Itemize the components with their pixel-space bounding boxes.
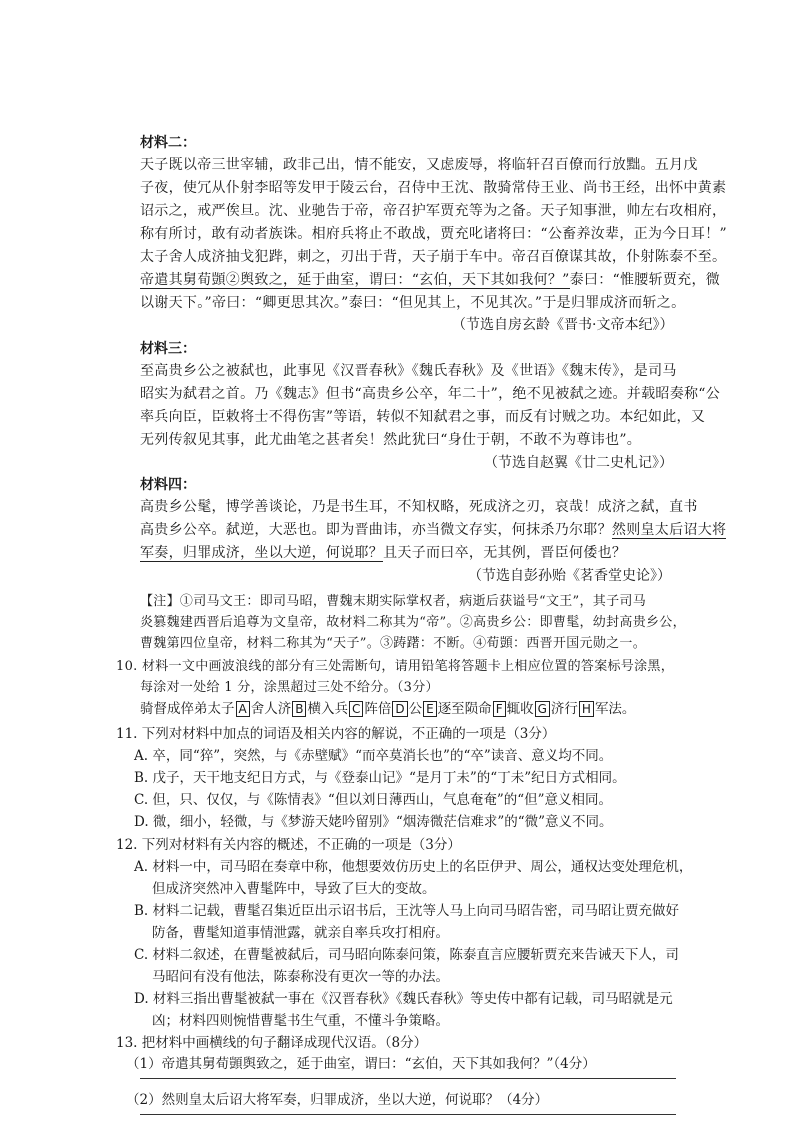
text-line (140, 269, 720, 289)
note-line: 曹魏第四位皇帝，材料二称其为“天子”。③踌躇：不断。④荀顗：西晋开国元勋之一。 (140, 636, 646, 651)
question-11-stem: 11. 下列对材料中加点的词语及相关内容的解说，不正确的一项是（3分） (116, 726, 556, 742)
sentence-break-options (140, 697, 635, 717)
text-line: 子夜，使冗从仆射李昭等发甲于陵云台，召侍中王沈、散骑常侍王业、尚书王经，出怀中黄素 (140, 180, 727, 196)
text-segment: 泰曰：“惟腰斩贾充，微 (569, 272, 721, 288)
text-line: 太子舍人成济抽戈犯跸，刺之，刃出于背，天子崩于车中。帝召百僚谋其故，仆射陈泰不至。 (140, 249, 727, 265)
question-10-stem: 10. 材料一文中画波浪线的部分有三处需断句，请用铅笔将答题卡上相应位置的答案标号涂黑， (116, 659, 675, 674)
text-line: 率兵向臣，臣敕将士不得伤害”等语，转似不知弑君之事，而反有讨贼之功。本纪如此，又 (140, 409, 706, 425)
text-segment: 济行 (550, 701, 578, 717)
option-d[interactable]: D. 材料三指出曹髦被弑一事在《汉晋春秋》《魏氏春秋》等史传中都有记载，司马昭就是元 (134, 991, 673, 1007)
translation-item-1: （1）帝遣其舅荀顗舆致之，延于曲室，谓曰：“玄伯，天下其如我何？”（4分） (126, 1056, 596, 1072)
text-line: 高贵乡公髦，博学善谈论，乃是书生耳，不知权略，死成济之刃，哀哉！成济之弑，直书 (140, 499, 698, 515)
source-citation: （节选自彭孙贻《茗香堂史论》） (468, 568, 671, 584)
option-a[interactable]: A. 卒，同“猝”，突然，与《赤壁赋》“而卒莫消长也”的“卒”读音、意义均不同。 (134, 748, 613, 764)
text-segment: 骑督成倅弟太子 (140, 701, 235, 717)
question-12-stem: 12. 下列对材料有关内容的概述，不正确的一项是（3分） (116, 837, 461, 853)
translation-item-2: （2）然则皇太后诏大将军奏，归罪成济，坐以大逆，何说耶？（4分） (126, 1092, 549, 1108)
text-segment: 阵倍 (364, 701, 392, 717)
note-line: 【注】①司马文王：即司马昭，曹魏末期实际掌权者，病逝后获谥号“文王”，其子司马 (140, 594, 646, 609)
underlined-sentence-2-part1: 然则皇太后诏大将 (611, 522, 727, 538)
question-10-stem: 每涂对一处给 1 分，涂黑超过三处不给分。（3分） (140, 680, 439, 695)
text-line: 昭实为弑君之首。乃《魏志》但书“高贵乡公卒，年二十”，绝不见被弑之迹。并载昭奏称“公 (140, 386, 721, 402)
break-box-a[interactable]: A (236, 701, 250, 717)
option-b[interactable]: B. 材料二记载，曹髦召集近臣出示诏书后，王沈等人马上向司马昭告密，司马昭让贾充做好 (134, 903, 680, 919)
underlined-sentence-2-part2: 军奏，归罪成济，坐以大逆，何说耶？ (140, 545, 384, 561)
text-segment: 且天子而曰卒，无其例，晋臣何倭也？ (383, 545, 627, 561)
source-citation: （节选自赵翼《廿二史札记》） (484, 455, 673, 471)
option-b-cont: 防备，曹髦知道事情泄露，就亲自率兵攻打相府。 (152, 925, 449, 941)
break-box-f[interactable]: F (493, 701, 506, 717)
text-line (140, 519, 726, 539)
note-line: 炎篡魏建西晋后追尊为文皇帝，故材料二称其为“帝”。②高贵乡公：即曹髦，幼封高贵乡公， (140, 615, 686, 630)
break-box-d[interactable]: D (392, 701, 407, 717)
text-segment: 辄收 (506, 701, 534, 717)
text-line: 无列传叙见其事，此尤曲笔之甚者矣！然此犹曰“身仕于朝，不敢不为尊讳也”。 (140, 432, 642, 448)
option-a[interactable]: A. 材料一中，司马昭在奏章中称，他想要效仿历史上的名臣伊尹、周公，通权达变处理危机， (134, 859, 693, 875)
text-line: 天子既以帝三世宰辅，政非己出，情不能安，又虑废辱，将临轩召百僚而行放黜。五月戊 (140, 157, 698, 173)
break-box-c[interactable]: C (349, 701, 363, 717)
text-line: 至高贵乡公之被弑也，此事见《汉晋春秋》《魏氏春秋》及《世语》《魏末传》，是司马 (140, 363, 677, 379)
option-d[interactable]: D. 微，细小，轻微，与《梦游天姥吟留别》“烟涛微茫信难求”的“微”意义不同。 (134, 814, 613, 830)
option-c[interactable]: C. 材料二叙述，在曹髦被弑后，司马昭向陈泰问策，陈泰直言应腰斩贾充来告诫天下人，司 (134, 947, 679, 963)
material-3-heading: 材料三： (140, 341, 196, 357)
material-2-heading: 材料二： (140, 135, 196, 151)
text-line (140, 542, 626, 562)
text-segment: 逐至陨命 (437, 701, 492, 717)
option-c-cont: 马昭问有没有他法，陈泰称没有更次一等的办法。 (152, 969, 449, 985)
text-segment: 高贵乡公卒。弑逆，大恶也。即为晋曲讳，亦当微文存实，何抹杀乃尔耶？ (140, 522, 612, 538)
text-segment: 军法。 (594, 701, 636, 717)
break-box-g[interactable]: G (535, 701, 550, 717)
text-segment: 公 (408, 701, 423, 717)
answer-line[interactable] (140, 1078, 676, 1079)
text-segment: 舍人济 (250, 701, 292, 717)
option-d-cont: 凶；材料四则惋惜曹髦书生气重，不懂斗争策略。 (152, 1013, 449, 1029)
text-line: 诏示之，戒严俟旦。沈、业驰告于帝，帝召护军贾充等为之备。天子知事泄，帅左右攻相府， (140, 203, 727, 219)
option-b[interactable]: B. 戊子，天干地支纪日方式，与《登泰山记》“是月丁未”的“丁未”纪日方式相同。 (134, 770, 626, 786)
break-box-h[interactable]: H (579, 701, 594, 717)
option-a-cont: 但成济突然冲入曹髦阵中，导致了巨大的变故。 (152, 881, 436, 897)
underlined-sentence-1: 帝遣其舅荀顗②舆致之，延于曲室，谓曰：“玄伯，天下其如我何？” (140, 272, 570, 288)
text-line: 称有所讨，敢有动者族诛。相府兵将止不敢战，贾充叱诸将曰：“公畜养汝辈，正为今日耳！” (140, 226, 727, 242)
material-4-heading: 材料四： (140, 477, 196, 493)
break-box-b[interactable]: B (292, 701, 306, 717)
source-citation: （节选自房玄龄《晋书·文帝本纪》） (452, 317, 674, 333)
question-13-stem: 13. 把材料中画横线的句子翻译成现代汉语。（8分） (116, 1035, 428, 1051)
text-line: 以谢天下。”帝曰：“卿更思其次。”泰曰：“但见其上，不见其次。”于是归罪成济而斩之。 (140, 295, 686, 311)
break-box-e[interactable]: E (423, 701, 437, 717)
option-c[interactable]: C. 但，只、仅仅，与《陈情表》“但以刘日薄西山，气息奄奄”的“但”意义相同。 (134, 792, 613, 808)
text-segment: 横入兵 (307, 701, 348, 717)
answer-line[interactable] (140, 1114, 676, 1115)
